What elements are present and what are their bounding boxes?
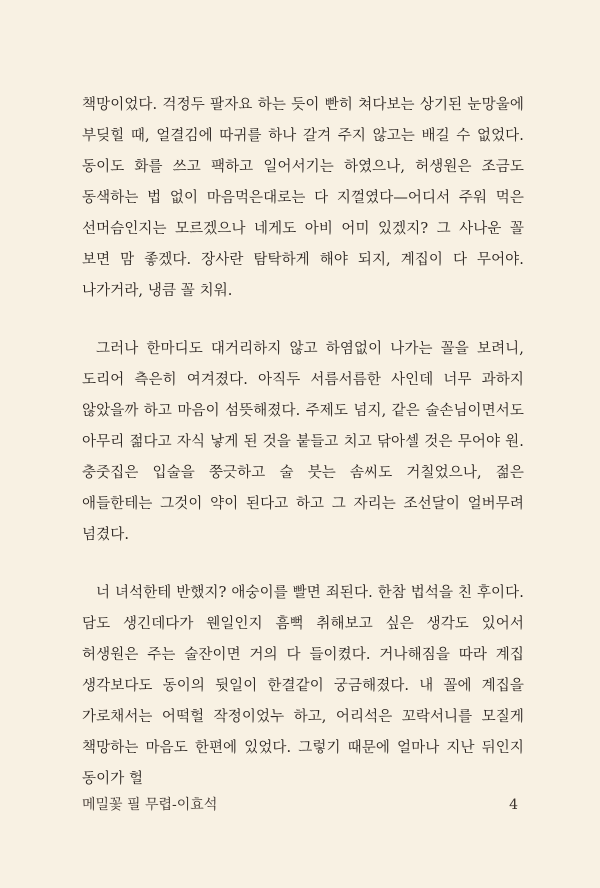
paragraph-2: 그러나 한마디도 대거리하지 않고 하염없이 나가는 꼴을 보려니, 도리어 측은히 여겨졌다. 아직두 서름서름한 사인데 너무 과하지 않았을까 하고 마음이 섬뜻해졌다. 주제도 넘지, 같은 술손님이면서도 아무리 젊다고 자식 낳게 된 것을 붙들고 치고 닦아셀 것은 무어야 원. 충줏집은 입술을 쭝긋하고 술 붓는 솜씨도 거칠었으나, 젊은 애들한테는 그것이 약이 된다고 하고 그 자리는 조선달이 얼버무려 넘겼다. xyxy=(82,341,524,543)
footer-page-number: 4 xyxy=(509,797,518,813)
paragraph-1: 책망이었다. 걱정두 팔자요 하는 듯이 빤히 쳐다보는 상기된 눈망울에 부딪힐 때, 얼결김에 따귀를 하나 갈겨 주지 않고는 배길 수 없었다. 동이도 화를 쓰고 팩하고 일어서기는 하였으나, 허생원은 조금도 동색하는 법 없이 마음먹은대로는 다 지껄였다—어디서 주워 먹은 선머슴인지는 모르겠으나 네게도 아비 어미 있겠지? 그 사나운 꼴 보면 맘 좋겠다. 장사란 탐탁하게 해야 되지, 계집이 다 무어야. 나가거라, 냉큼 꼴 치워. xyxy=(82,97,524,299)
body-text xyxy=(82,90,524,795)
paragraph-3: 너 녀석한테 반했지? 애숭이를 빨면 죄된다. 한참 법석을 친 후이다. 담도 생긴데다가 웬일인지 흠뻑 취해보고 싶은 생각도 있어서 허생원은 주는 술잔이면 거의 다 들이켰다. 거나해짐을 따라 계집 생각보다도 동이의 뒷일이 한결같이 궁금해졌다. 내 꼴에 계집을 가로채서는 어떡헐 작정이었누 하고, 어리석은 꼬락서니를 모질게 책망하는 마음도 한편에 있었다. 그렇기 때문에 얼마나 지난 뒤인지 동이가 헐 xyxy=(82,585,524,787)
footer-book-title: 메밀꽃 필 무렵-이효석 xyxy=(82,797,218,813)
page-footer xyxy=(82,794,518,814)
